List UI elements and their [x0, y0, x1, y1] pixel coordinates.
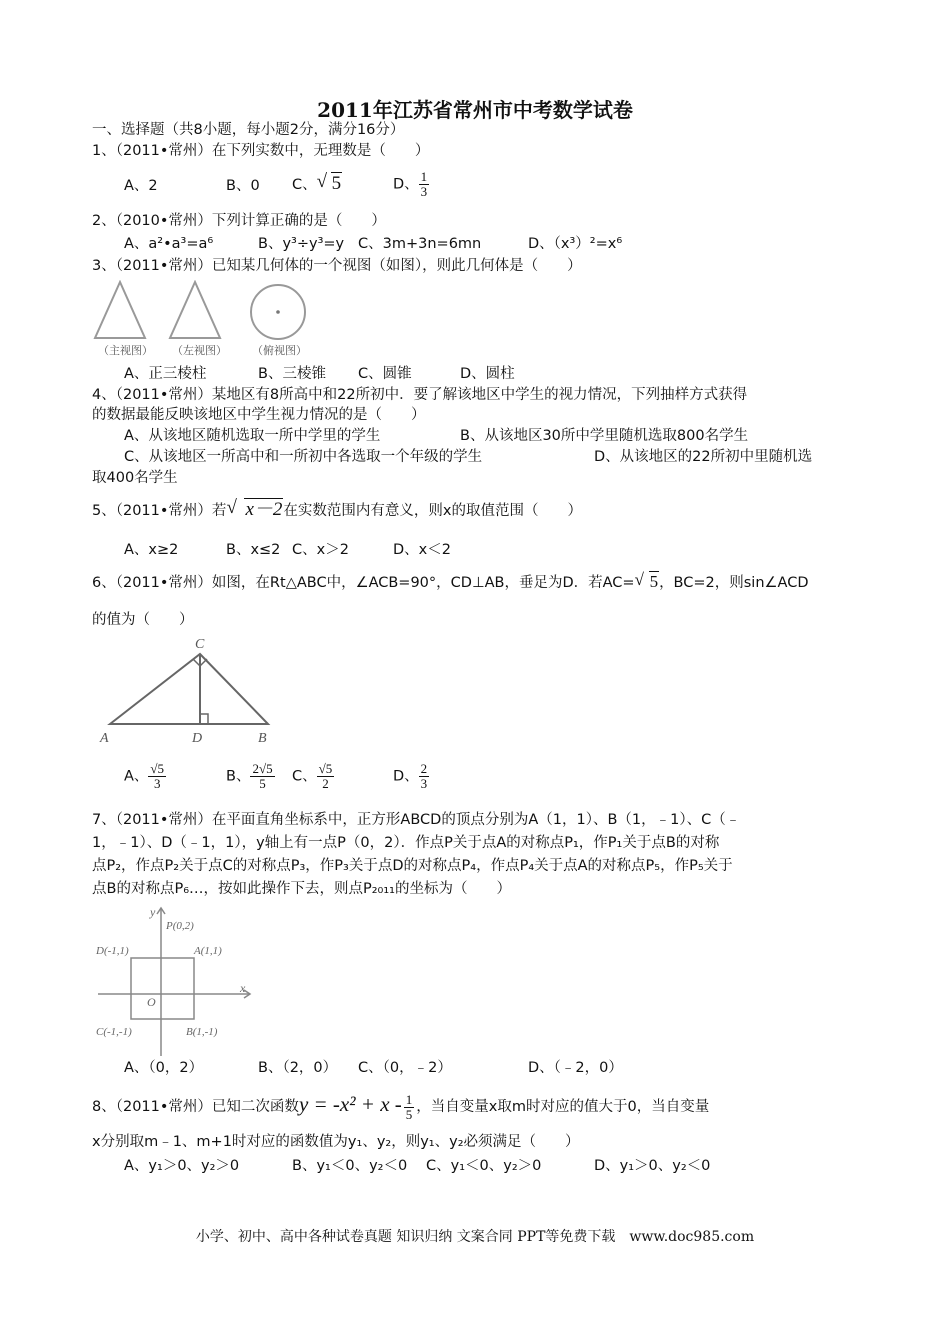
q7-line3: 点P₂，作点P₂关于点C的对称点P₃，作P₃关于点D的对称点P₄，作点P₄关于点A的对称点P₅，作P₅关于 [92, 858, 733, 874]
exam-title: 2011年江苏省常州市中考数学试卷 [317, 98, 633, 122]
q7-option-b: B、（2，0） [258, 1060, 338, 1076]
label-x: x [240, 981, 246, 995]
q5-option-c: C、x＞2 [292, 542, 349, 558]
q6-option-d: D、 $\frac{2}{3}$ [393, 761, 428, 791]
q1-sqrt: √ 5 [317, 174, 343, 194]
label-c: C [195, 637, 205, 652]
front-view-triangle [95, 282, 145, 338]
label-b: B(1,-1) [186, 1026, 218, 1038]
q6-sqrt: √ 5 [635, 572, 660, 592]
q5-stem: 5、（2011•常州）若√ x－2在实数范围内有意义，则x的取值范围（ ） [92, 500, 582, 521]
q4-option-c: C、从该地区一所高中和一所初中各选取一个年级的学生 [124, 449, 483, 465]
q2-option-d: D、（x³）²=x⁶ [528, 236, 623, 252]
right-angle-mark-d [200, 714, 208, 724]
q4-option-a: A、从该地区随机选取一所中学里的学生 [124, 428, 381, 444]
q1-option-c: C、√ 5 [292, 174, 342, 195]
q5-option-b: B、x≤2 [226, 542, 281, 558]
q8-option-b: B、y₁＜0、y₂＜0 [292, 1158, 408, 1174]
q2-stem: 2、（2010•常州）下列计算正确的是（ ） [92, 213, 386, 229]
q8-stem: 8、（2011•常州）已知二次函数y = -x² + x - $\frac{1}{5}$ ，当自变量x取m时对应的值大于0，当自变量 [92, 1091, 710, 1122]
q7-line4: 点B的对称点P₆…，按如此操作下去，则点P₂₀₁₁的坐标为（ ） [92, 881, 511, 897]
q1-option-b: B、0 [226, 178, 260, 194]
q3-option-d: D、圆柱 [460, 366, 515, 382]
view-label: （主视图） [98, 344, 153, 357]
q7-line1: 7、（2011•常州）在平面直角坐标系中，正方形ABCD的顶点分别为A（1，1）、B（1，﹣1）、C（﹣ [92, 812, 741, 828]
page-footer: 小学、初中、高中各种试卷真题 知识归纳 文案合同 PPT等免费下载 www.doc985.com [195, 1229, 755, 1245]
top-view-center-dot [276, 310, 280, 314]
q8-line2: x分别取m﹣1、m+1时对应的函数值为y₁、y₂，则y₁、y₂必须满足（ ） [92, 1134, 580, 1150]
q4-line1: 4、（2011•常州）某地区有8所高中和22所初中．要了解该地区中学生的视力情况，下列抽样方式获得 [92, 387, 748, 403]
q5-sqrt: √ x－2 [226, 500, 283, 520]
label-a: A [100, 731, 109, 746]
triangle-abc [110, 654, 268, 724]
q6-line2: 的值为（ ） [92, 612, 194, 628]
label-a: A(1,1) [194, 945, 222, 957]
q2-option-b: B、y³÷y³=y [258, 236, 345, 252]
q3-option-b: B、三棱锥 [258, 366, 326, 382]
q3-views-figure [90, 280, 320, 360]
q7-line2: 1，﹣1）、D（﹣1，1），y轴上有一点P（0，2）．作点P关于点A的对称点P₁，作P₁关于点B的对称 [92, 835, 720, 851]
q4-option-b: B、从该地区30所中学里随机选取800名学生 [460, 428, 749, 444]
q5-option-a: A、x≥2 [124, 542, 179, 558]
q6-stem: 6、（2011•常州）如图，在Rt△ABC中，∠ACB=90°，CD⊥AB，垂足为D．若AC=√ 5，BC=2，则sin∠ACD [92, 572, 808, 593]
section-heading: 一、选择题（共8小题，每小题2分，满分16分） [92, 122, 405, 138]
q6-option-a: A、 $\frac{√5}{3}$ [124, 761, 165, 791]
side-view-triangle [170, 282, 220, 338]
q1-option-d: D、 $\frac{1}{3}$ [393, 169, 428, 199]
q2-option-c: C、3m+3n=6mn [358, 236, 482, 252]
q7-option-a: A、（0，2） [124, 1060, 204, 1076]
label-p: P(0,2) [166, 920, 194, 932]
q8-function: y = -x² + x - [298, 1092, 402, 1116]
q8-option-d: D、y₁＞0、y₂＜0 [594, 1158, 711, 1174]
label-y: y [150, 905, 156, 919]
q8-option-a: A、y₁＞0、y₂＞0 [124, 1158, 240, 1174]
q4-option-d-cont: 取400名学生 [92, 470, 178, 486]
q7-option-d: D、（﹣2，0） [528, 1060, 623, 1076]
label-d: D [192, 731, 203, 746]
q6-option-c: C、 $\frac{√5}{2}$ [292, 761, 333, 791]
square-abcd [131, 958, 194, 1019]
q6-option-b: B、 $\frac{2√5}{5}$ [226, 761, 273, 791]
q3-option-a: A、正三棱柱 [124, 366, 207, 382]
q1-stem: 1、（2011•常州）在下列实数中，无理数是（ ） [92, 143, 430, 159]
q3-stem: 3、（2011•常州）已知某几何体的一个视图（如图），则此几何体是（ ） [92, 258, 582, 274]
q1-option-a: A、2 [124, 178, 158, 194]
q4-option-d: D、从该地区的22所初中里随机选 [594, 449, 813, 465]
q8-option-c: C、y₁＜0、y₂＞0 [426, 1158, 542, 1174]
q1-fraction: $\frac{1}{3}$ [420, 169, 428, 199]
q4-line2: 的数据最能反映该地区中学生视力情况的是（ ） [92, 407, 426, 423]
q5-option-d: D、x＜2 [393, 542, 451, 558]
label-o: O [147, 995, 156, 1009]
q6-triangle-figure [96, 632, 286, 748]
label-c: C(-1,-1) [96, 1026, 132, 1038]
label-b: B [258, 731, 267, 746]
view-label: （俯视图） [252, 344, 307, 357]
q3-option-c: C、圆锥 [358, 366, 412, 382]
q7-option-c: C、（0，﹣2） [358, 1060, 452, 1076]
q7-coordinate-figure [94, 902, 264, 1060]
q2-option-a: A、a²•a³=a⁶ [124, 236, 214, 252]
label-d: D(-1,1) [96, 945, 129, 957]
view-label: （左视图） [172, 344, 227, 357]
